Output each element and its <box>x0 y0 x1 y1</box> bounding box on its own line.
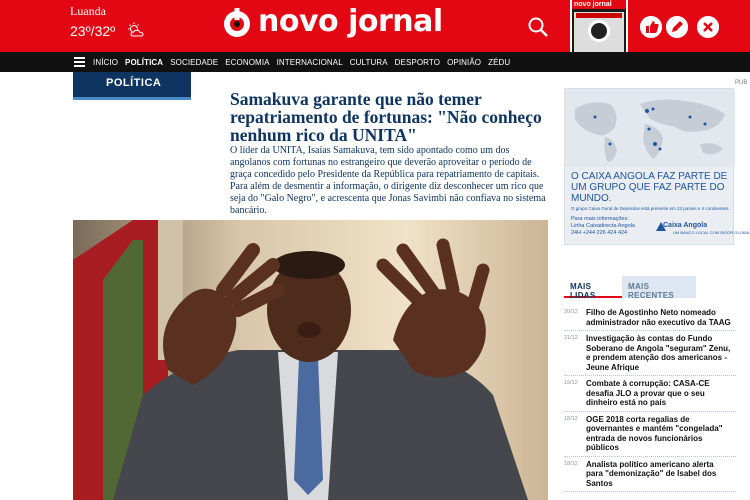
weather-widget[interactable] <box>70 4 115 41</box>
ad-headline: O CAIXA ANGOLA FAZ PARTE DE UM GRUPO QUE FAZ PARTE DO MUNDO. <box>571 171 728 204</box>
nav-items <box>93 52 517 72</box>
print-edition-cover[interactable] <box>570 0 628 56</box>
nav-item[interactable]: OPINIÃO <box>447 57 482 67</box>
ad-contact-info: Para mais informações: Linha Caixadirecta Angola 24H +244 226 424 424 <box>571 216 635 236</box>
ad-small-text: O grupo Caixa Geral de Depósitos está presente em 23 países e 4 continentes. <box>571 206 730 211</box>
news-title[interactable]: Combate à corrupção: CASA-CE desafia JLO a provar que o seu dinheiro está no país <box>586 379 710 407</box>
article-lead: O líder da UNITA, Isaías Samakuva, tem sido apontado como um dos angolanos com fortunas no estrangeiro que deverão aproveitar o período de graça concedido pelo Presidente da República para repatriamento de capitais. Para além de desmentir a informação, o dirigente diz desconhecer um rico que seja do "Galo Negro", e acrescenta que Jonas Savimbi não confiava no sistema bancário. <box>230 145 546 216</box>
nav-item[interactable]: CULTURA <box>349 57 388 67</box>
news-title[interactable]: OGE 2018 corta regalias de governantes e mantém "congelada" entrada de novos funcionários públicos <box>586 414 723 452</box>
ad-label: PUB <box>735 80 748 86</box>
nav-item[interactable]: DESPORTO <box>394 57 441 67</box>
popular-tabs <box>564 276 696 298</box>
site-header <box>0 0 750 52</box>
article-photo[interactable] <box>73 220 548 500</box>
nav-item[interactable]: SOCIEDADE <box>170 57 219 67</box>
tab-most-read[interactable]: MAIS LIDAS <box>564 276 622 298</box>
nav-item[interactable]: POLÍTICA <box>125 57 164 67</box>
main-navigation <box>0 52 750 72</box>
news-date: 19/12 <box>564 380 578 386</box>
list-item[interactable] <box>564 308 736 331</box>
edit-icon[interactable] <box>666 16 688 38</box>
menu-icon[interactable] <box>74 57 85 67</box>
news-list <box>564 308 736 495</box>
novo-jornal-logo-icon <box>222 6 252 38</box>
news-title[interactable]: Filho de Agostinho Neto nomeado administrador não executivo da TAAG <box>586 308 731 327</box>
nav-item[interactable]: INTERNACIONAL <box>276 57 343 67</box>
search-icon[interactable] <box>527 16 549 38</box>
list-item[interactable] <box>564 460 736 493</box>
section-tag[interactable]: POLÍTICA <box>73 72 191 100</box>
news-date: 20/12 <box>564 309 578 315</box>
weather-city: Luanda <box>70 4 106 18</box>
ad-brand-tagline: UM BANCO LOCAL COM RIGOR GLOBAL <box>673 230 750 235</box>
article-headline[interactable]: Samakuva garante que não temer repatriamento de fortunas: "Não conheço nenhum rico da UNITA" <box>230 89 542 145</box>
site-logo[interactable] <box>222 6 443 38</box>
list-item[interactable] <box>564 334 736 376</box>
nav-item[interactable]: ZÉDU <box>488 57 511 67</box>
advertisement[interactable] <box>564 88 750 245</box>
cover-image <box>574 12 624 52</box>
news-title[interactable]: Analista político americano alerta para "demonização" de Isabel dos Santos <box>586 459 717 488</box>
list-item[interactable] <box>564 415 736 457</box>
partly-cloudy-icon <box>126 22 146 38</box>
news-date: 18/12 <box>564 415 578 422</box>
news-date: 18/12 <box>564 460 578 467</box>
print-edition-masthead: novo jornal <box>572 0 626 9</box>
eye-illustration-icon <box>588 20 610 42</box>
like-icon[interactable] <box>640 16 662 38</box>
close-icon[interactable] <box>697 16 719 38</box>
weather-temperature: 23º/32º <box>70 23 116 39</box>
nav-item[interactable]: INÍCIO <box>93 57 119 67</box>
nav-item[interactable]: ECONOMIA <box>225 57 270 67</box>
tab-most-recent[interactable]: MAIS RECENTES <box>622 276 696 298</box>
news-title[interactable]: Investigação às contas do Fundo Soberano de Angola "seguram" Zenu, e prendem atenção dos americanos - Jeune Afrique <box>586 334 731 372</box>
list-item[interactable] <box>564 379 736 412</box>
news-date: 21/12 <box>564 335 578 341</box>
site-name: novo jornal <box>258 4 443 39</box>
world-map-illustration <box>565 89 735 167</box>
ad-brand: Caixa Angola <box>663 222 708 229</box>
